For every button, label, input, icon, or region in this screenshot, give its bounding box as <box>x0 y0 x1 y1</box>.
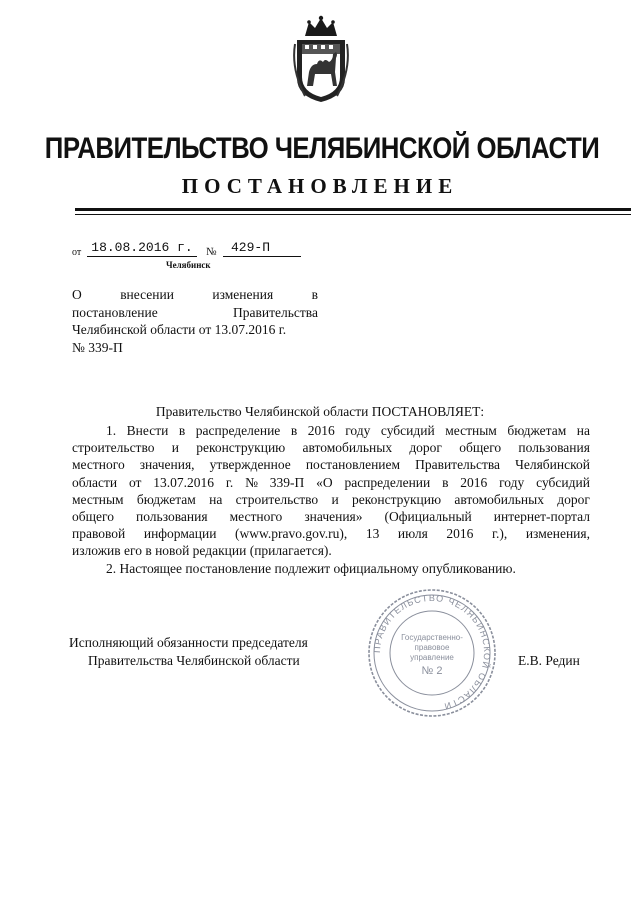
subject-line: № 339-П <box>72 339 123 355</box>
header-divider-thick <box>75 208 631 211</box>
seal-center-line: управление <box>410 653 454 662</box>
body-line: 1. Внести в распределение в 2016 году субсидий местным бюджетам на <box>106 423 590 438</box>
document-number: 429-П <box>223 240 301 257</box>
seal-center-line: Государственно- <box>401 633 463 642</box>
body-line: местного значения, утвержденное постановлением Правительства Челябинской <box>72 457 590 473</box>
subject-word: изменения <box>212 287 274 302</box>
city-label: Челябинск <box>166 260 211 270</box>
official-seal-icon <box>366 588 498 718</box>
government-title: ПРАВИТЕЛЬСТВО ЧЕЛЯБИНСКОЙ ОБЛАСТИ <box>44 132 600 165</box>
body-line: 2. Настоящее постановление подлежит официальному опубликованию. <box>106 560 516 576</box>
resolution-body <box>72 422 590 577</box>
body-line: строительство и реконструкцию автомобильных дорог общего пользования <box>72 440 590 456</box>
body-line: области от 13.07.2016 г. № 339-П «О распределении в 2016 году субсидий <box>72 474 590 490</box>
chelyabinsk-coat-of-arms-icon <box>291 14 351 104</box>
subject-word: Правительства <box>233 304 318 320</box>
body-line: изложив его в новой редакции (прилагается). <box>72 543 332 559</box>
document-subject <box>72 286 318 356</box>
body-line: правовой информации (www.pravo.gov.ru), 13 июля 2016 г.), изменения, <box>72 526 590 542</box>
seal-outer-text: ПРАВИТЕЛЬСТВО ЧЕЛЯБИНСКОЙ ОБЛАСТИ <box>371 592 493 712</box>
subject-line: Челябинской области от 13.07.2016 г. <box>72 322 287 337</box>
signatory-position-line1: Исполняющий обязанности председателя <box>69 635 308 650</box>
document-date: 18.08.2016 г. <box>87 240 197 257</box>
body-line: местным бюджетам на строительство и реконструкцию автомобильных дорог <box>72 491 590 507</box>
signatory-position-line2: Правительства Челябинской области <box>88 653 300 668</box>
subject-line <box>72 286 318 304</box>
date-prefix-label: от <box>72 247 82 258</box>
number-prefix-label: № <box>206 246 217 258</box>
signatory-name: Е.В. Редин <box>518 653 580 668</box>
seal-center-line: № 2 <box>421 665 443 677</box>
subject-word: в <box>311 287 318 302</box>
subject-word: О <box>72 287 82 302</box>
subject-line <box>72 304 318 322</box>
seal-center-line: правовое <box>414 643 450 652</box>
resolution-preamble: Правительство Челябинской области ПОСТАНОВЛЯЕТ: <box>155 404 485 419</box>
document-type-title: ПОСТАНОВЛЕНИЕ <box>181 174 459 198</box>
subject-word: внесении <box>120 287 174 302</box>
header-divider-thin <box>75 214 631 215</box>
body-line: общего пользования местного значения» (Официальный интернет-портал <box>72 509 590 525</box>
subject-word: постановление <box>72 304 158 320</box>
